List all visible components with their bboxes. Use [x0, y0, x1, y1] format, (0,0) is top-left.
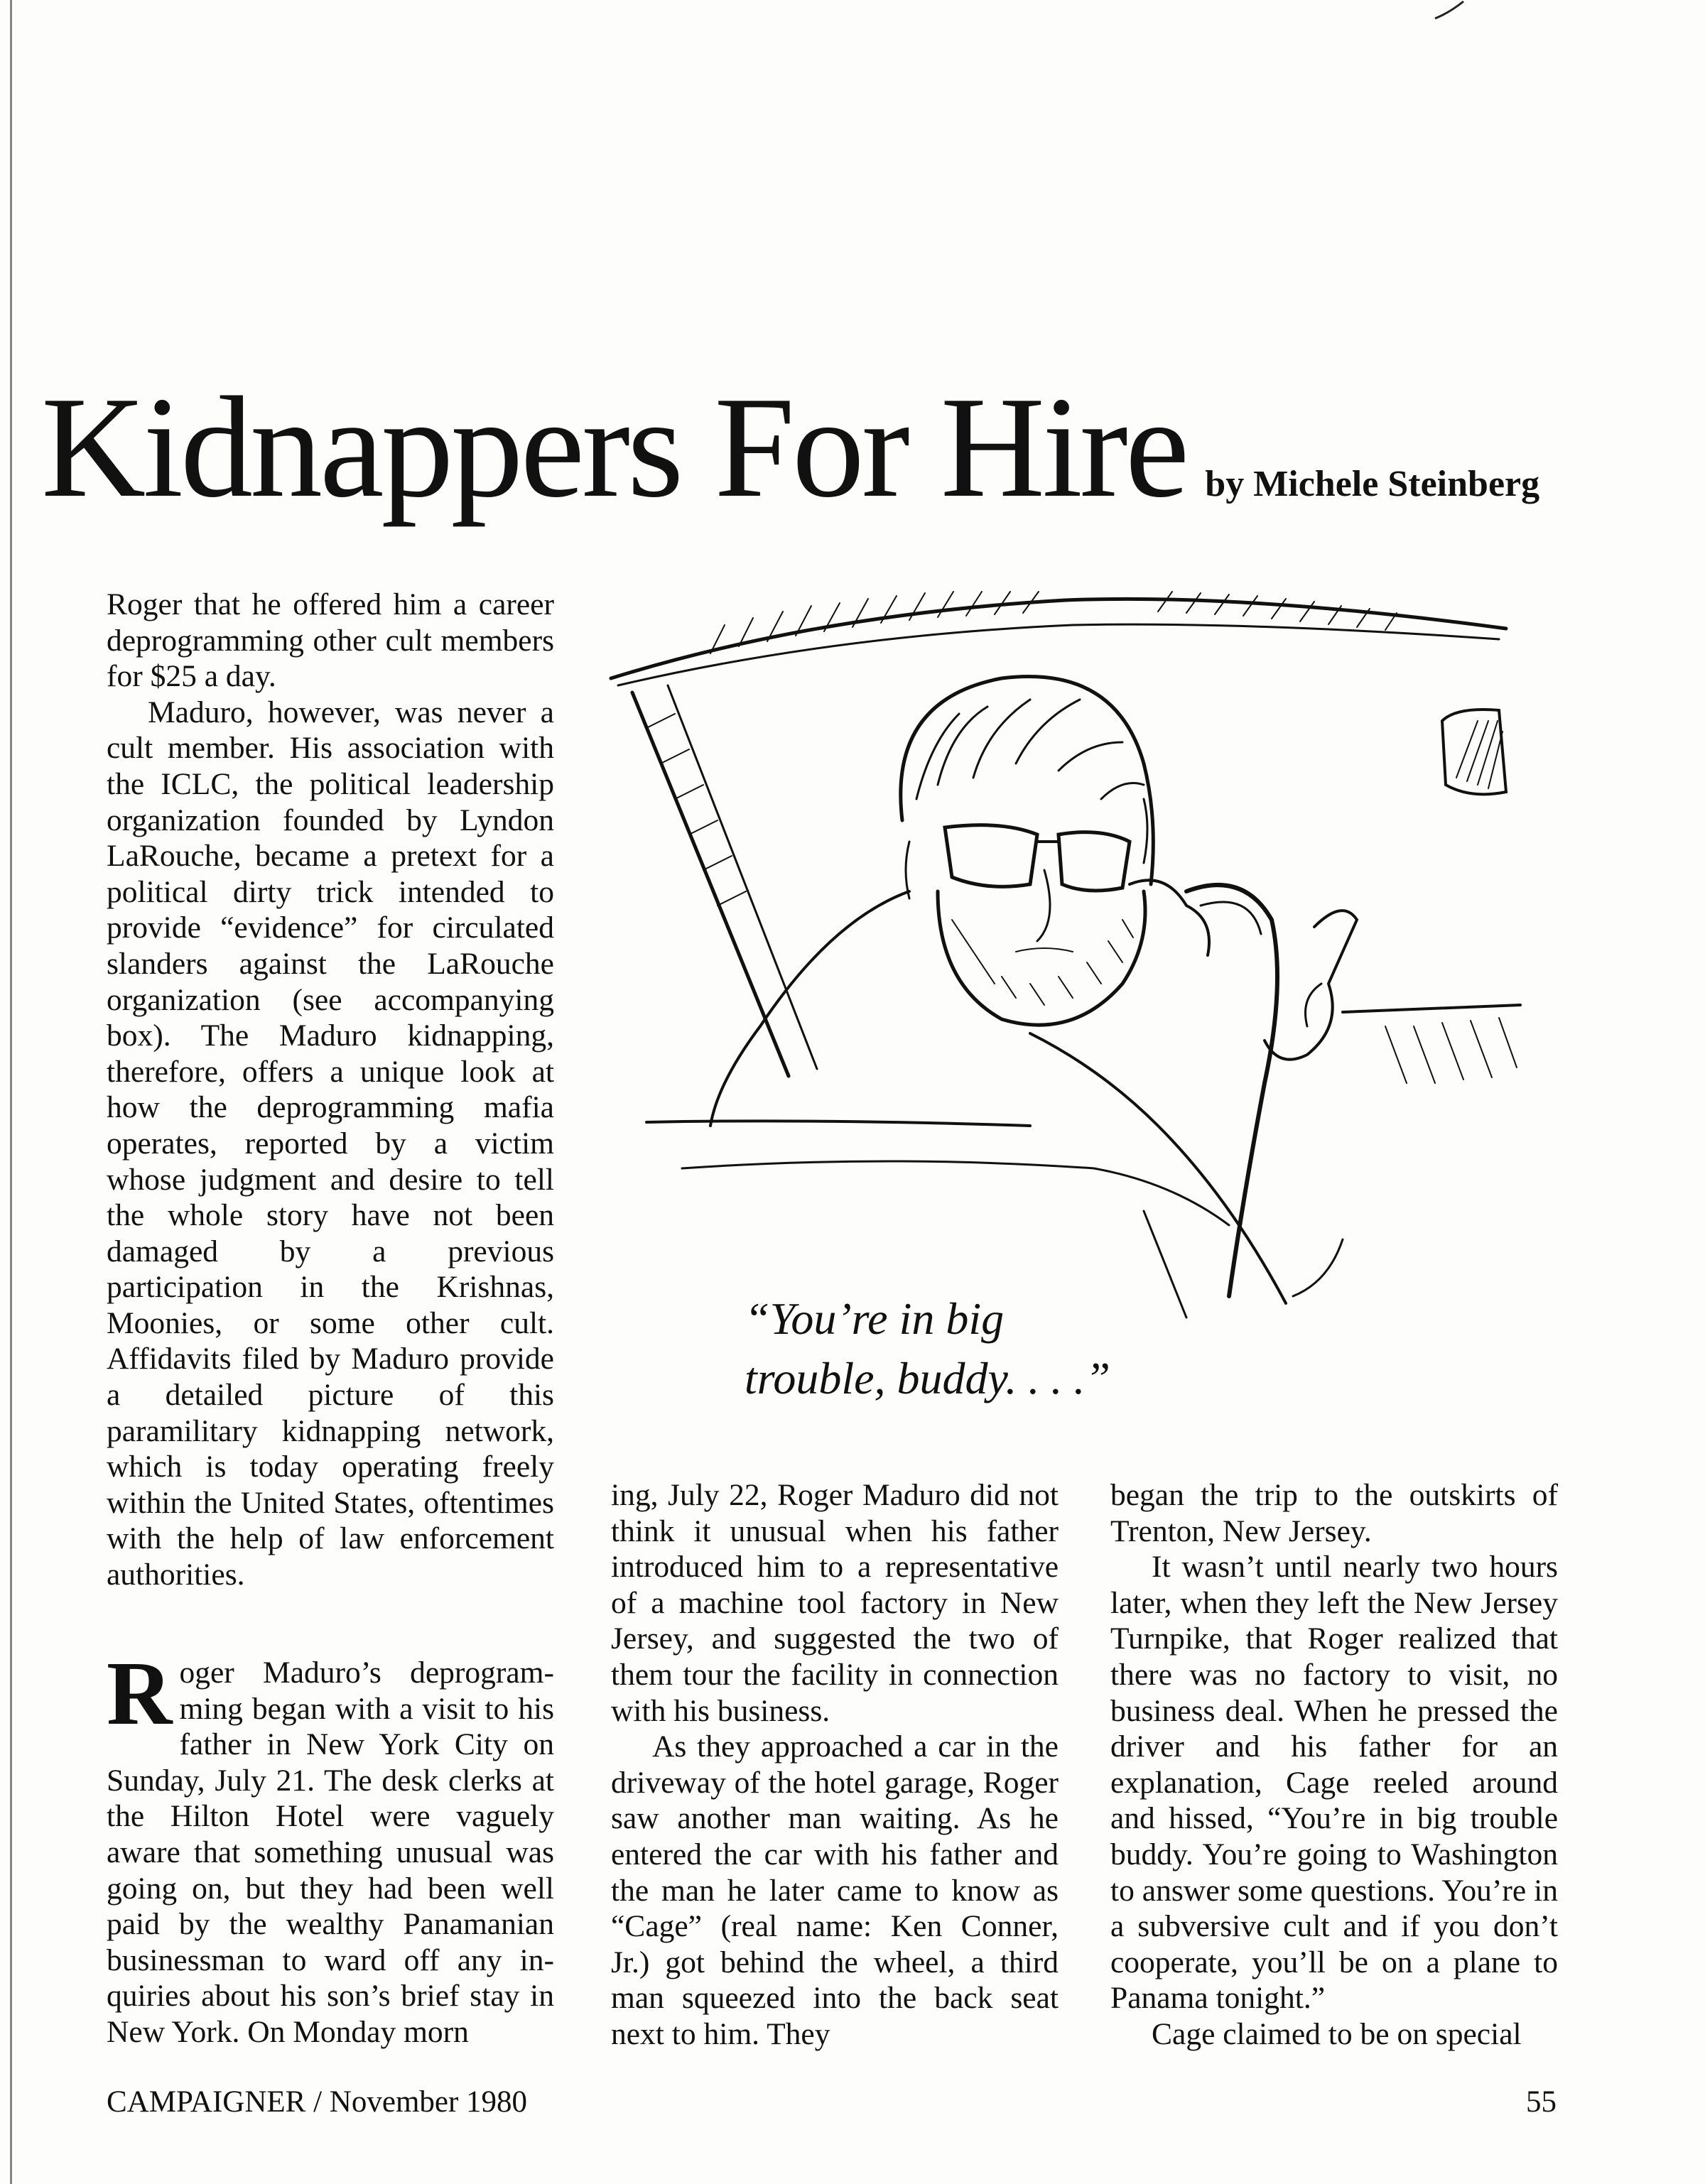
paragraph: began the trip to the outskirts of Trenton, New Jersey. [1110, 1478, 1558, 1548]
column-1-bottom [107, 1643, 554, 2050]
column-3 [1110, 1477, 1558, 2053]
column-1-top [107, 587, 554, 1593]
corner-pen-mark [1428, 0, 1471, 21]
paragraph: ing, July 22, Roger Maduro did not think it unusual when his father introduced him to a representative of a machine tool factory in New Jersey, and suggested the two of them tour the facility in connection with his business. [611, 1478, 1059, 1728]
paragraph: As they approached a car in the driveway of the hotel garage, Roger saw another man waiting. As he entered the car with his father and the man he later came to know as “Cage” (real name: Ken Conner, Jr.) got behind the wheel, a third man squeezed into the back seat next to him. They [611, 1729, 1059, 2051]
paragraph: Cage claimed to be on special [1152, 2016, 1522, 2051]
drop-cap: R [107, 1643, 173, 1744]
article-title: Kidnappers For Hire [41, 367, 1187, 528]
paragraph: Maduro, however, was never a cult member. His association with the ICLC, the political leadership organization founded by Lyndon LaRouche, became a pretext for a political dirty trick intended to provide “evidence” for circulated slanders against the LaRouche organization (see accompanying box). The Maduro kidnapping, therefore, offers a unique look at how the deprogramming mafia operates, reported by a victim whose judgment and desire to tell the whole story have not been damaged by a previous participation in the Krishnas, Moonies, or some other cult. Affidavits filed by Maduro provide a detailed picture of this paramilitary kidnapping network, which is today operating freely within the United States, oftentimes with the help of law enforcement authorities. [107, 695, 554, 1592]
illustration-caption [745, 1289, 1171, 1408]
paragraph: It wasn’t until nearly two hours later, when they left the New Jersey Turnpike, that Roger realized that there was no factory to visit, no business deal. When he pressed the driver and his father for an explanation, Cage reeled around and hissed, “You’re in big trouble buddy. You’re going to Washington to answer some questions. You’re in a subversive cult and if you don’t cooperate, you’ll be on a plane to Panama tonight.” [1110, 1550, 1558, 2016]
footer-page-number: 55 [1526, 2085, 1557, 2119]
column-2 [611, 1477, 1059, 2053]
caption-line-2: trouble, buddy. . . .” [745, 1353, 1110, 1403]
paragraph-with-dropcap [107, 1643, 554, 2050]
paragraph-text: oger Maduro’s deprogramming began with a visit to his father in New York City on Sunday, July 21. The desk clerks at the Hilton Hotel were vaguely aware that something unusual was going on, but they had been well paid by the wealthy Panamanian businessman to ward off any inquiries about his son’s brief stay in New York. On Monday morn [107, 1656, 554, 2049]
headline-row [41, 367, 1661, 528]
article-byline: by Michele Steinberg [1205, 464, 1540, 504]
paragraph: Roger that he offered him a career deprogramming other cult members for $25 a day. [107, 587, 554, 694]
page-binding-edge [10, 0, 12, 2184]
caption-line-1: “You’re in big [745, 1293, 1005, 1344]
footer-publication: CAMPAIGNER / November 1980 [107, 2085, 528, 2119]
